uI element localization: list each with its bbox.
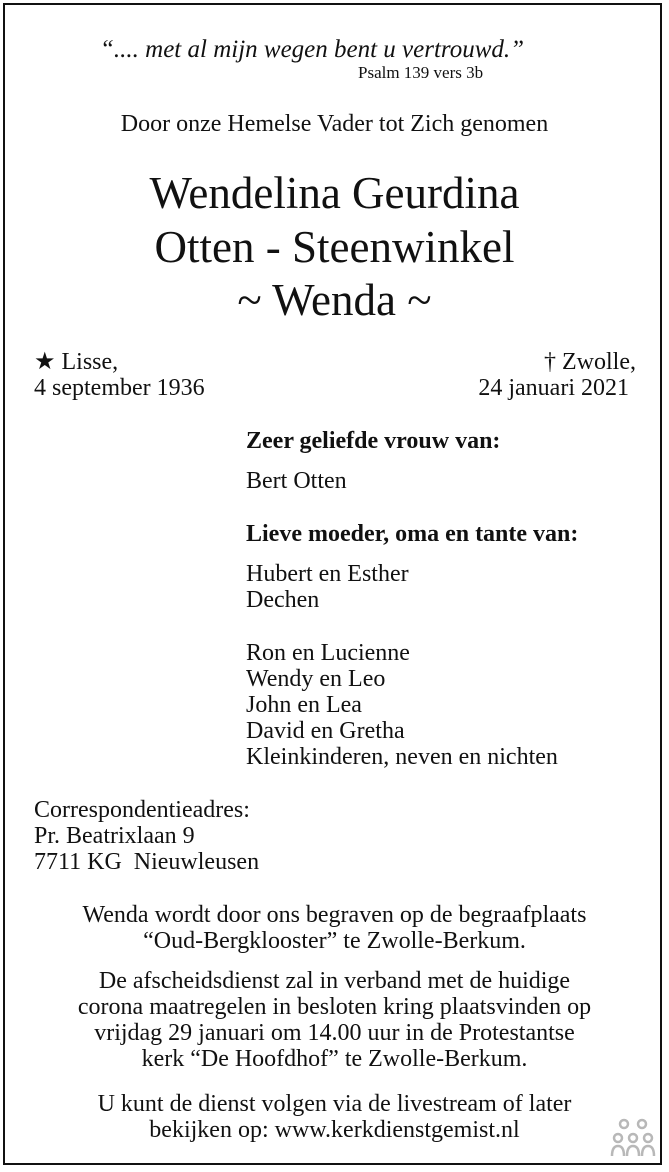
family-member: Wendy en Leo <box>246 666 386 692</box>
service-line: vrijdag 29 januari om 14.00 uur in de Protestantse <box>94 1020 575 1046</box>
death-place: † Zwolle, <box>544 349 636 375</box>
family-member: Dechen <box>246 587 320 613</box>
burial-line: “Oud-Bergklooster” te Zwolle-Berkum. <box>143 928 526 954</box>
correspondence-city: 7711 KG Nieuwleusen <box>34 849 260 875</box>
bible-quote: “.... met al mijn wegen bent u vertrouwd.” <box>100 36 525 63</box>
deceased-name-line2: Otten - Steenwinkel <box>154 222 515 272</box>
spouse-heading: Zeer geliefde vrouw van: <box>246 428 501 454</box>
birth-place: ★ Lisse, <box>34 349 119 375</box>
spouse-name: Bert Otten <box>246 468 347 494</box>
service-line: De afscheidsdienst zal in verband met de huidige <box>98 968 571 994</box>
family-member: Kleinkinderen, neven en nichten <box>246 744 558 770</box>
family-member: David en Gretha <box>246 718 405 744</box>
burial-line: Wenda wordt door ons begraven op de begraafplaats <box>82 902 587 928</box>
family-member: Ron en Lucienne <box>246 640 410 666</box>
birth-date: 4 september 1936 <box>34 375 205 401</box>
family-heading: Lieve moeder, oma en tante van: <box>246 521 579 547</box>
bible-quote-reference: Psalm 139 vers 3b <box>358 63 484 82</box>
death-date: 24 januari 2021 <box>478 375 629 401</box>
deceased-name-line1: Wendelina Geurdina <box>149 168 520 218</box>
family-member: John en Lea <box>246 692 362 718</box>
livestream-line: bekijken op: www.kerkdienstgemist.nl <box>149 1117 520 1143</box>
service-line: kerk “De Hoofdhof” te Zwolle-Berkum. <box>141 1046 528 1072</box>
people-group-icon <box>609 1116 657 1160</box>
deceased-nickname: ~ Wenda ~ <box>237 275 432 325</box>
correspondence-street: Pr. Beatrixlaan 9 <box>34 823 195 849</box>
service-line: corona maatregelen in besloten kring plaatsvinden op <box>77 994 592 1020</box>
correspondence-label: Correspondentieadres: <box>34 797 250 823</box>
intro-line: Door onze Hemelse Vader tot Zich genomen <box>120 111 549 137</box>
family-member: Hubert en Esther <box>246 561 409 587</box>
livestream-line: U kunt de dienst volgen via de livestream of later <box>97 1091 572 1117</box>
